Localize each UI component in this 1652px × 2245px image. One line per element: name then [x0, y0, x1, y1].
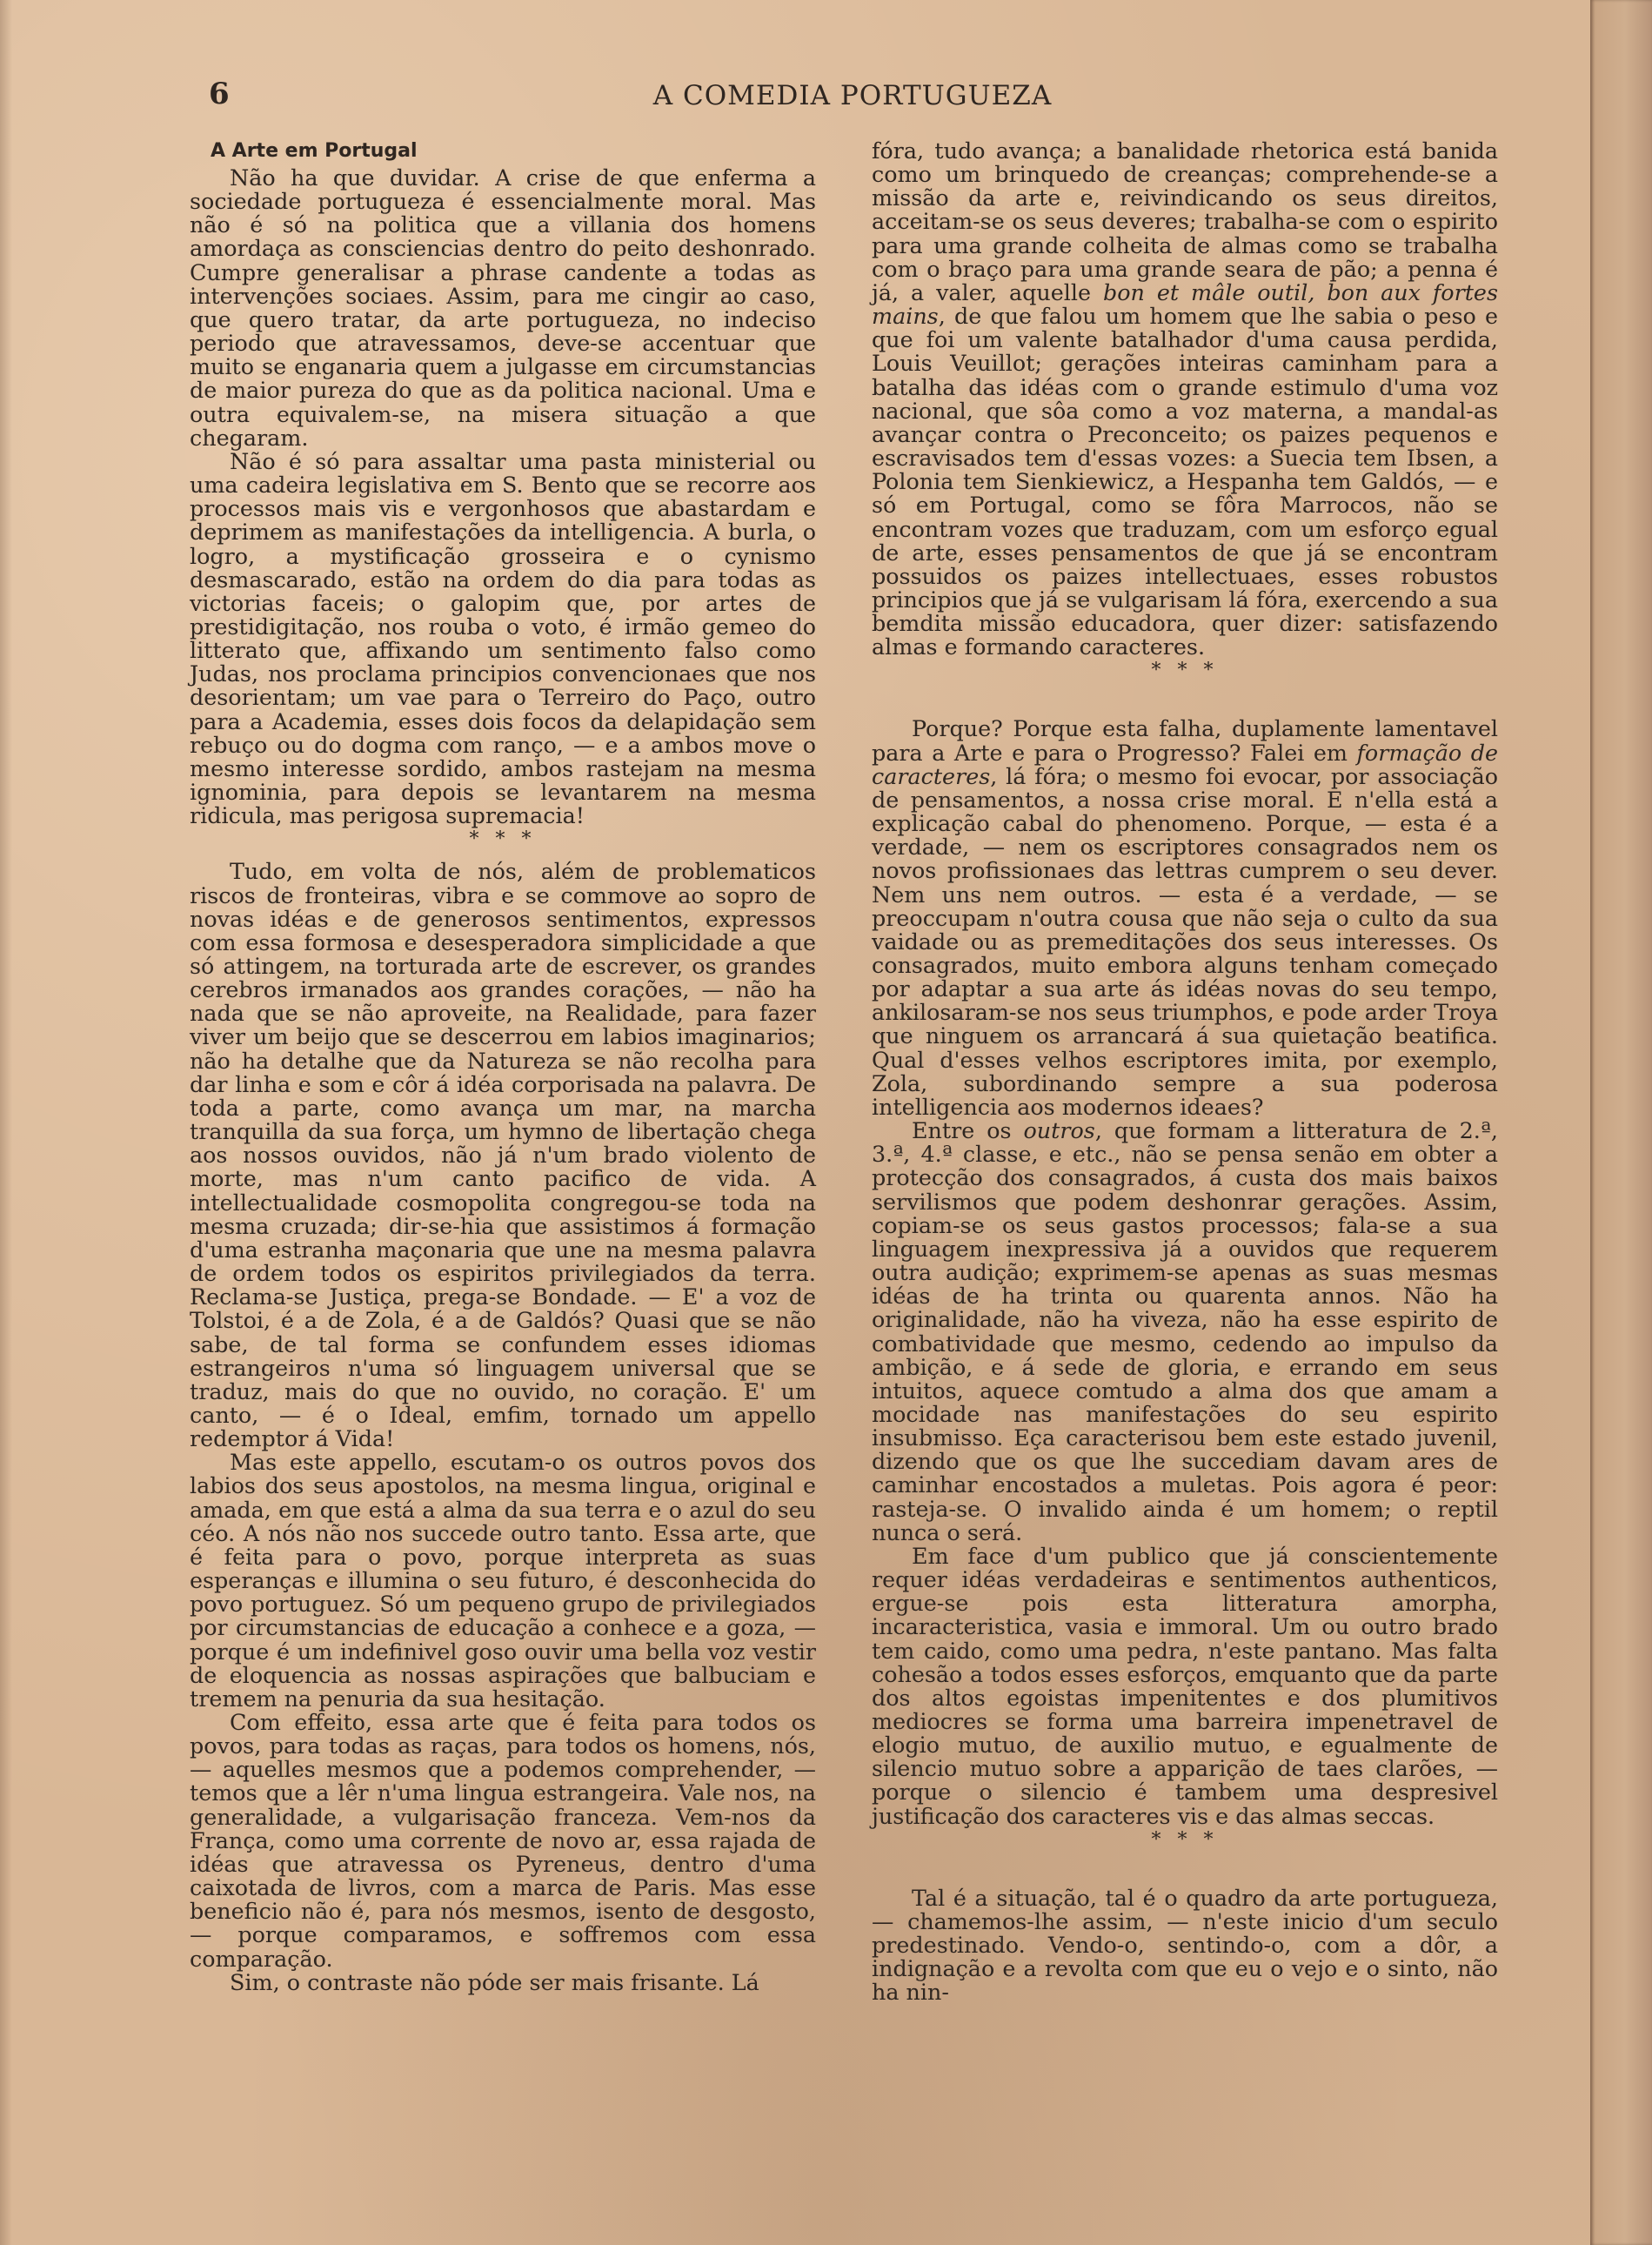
right-column	[872, 139, 1498, 2005]
paragraph: Entre os outros, que formam a litteratura de 2.ª, 3.ª, 4.ª classe, e etc., não se pensa senão em obter a protecção dos consagrados, á custa dos mais baixos servilismos que podem deshonrar gerações. Assim, copiam-se os seus gastos processos; fala-se a sua linguagem inexpressiva já a ouvidos que requerem outra audição; exprimem-se apenas as suas mesmas idéas de ha trinta ou quarenta annos. Não ha originalidade, não ha viveza, não ha esse espirito de combatividade que mesmo, cedendo ao impulso da ambição, e á sede de gloria, e errando em seus intuitos, aquece comtudo a alma dos que amam a mocidade nas manifestações do seu espirito insubmisso. Eça caracterisou bem este estado juvenil, dizendo que os que lhe succediam davam ares de caminhar encostados a muletas. Pois agora é peor: rasteja-se. O invalido ainda é um homem; o reptil nunca o será.	[872, 1117, 1498, 1545]
section-separator: * * *	[1151, 1828, 1219, 1851]
page-fold-edge	[1590, 0, 1652, 2245]
paragraph: fóra, tudo avança; a banalidade rhetorica está banida como um brinquedo de creanças; comprehende-se a missão da arte e, reivindicando os seus direitos, acceitam-se os seus deveres; trabalha-se com o espirito para uma grande colheita de almas como se trabalha com o braço para uma grande seara de pão; a penna é já, a valer, aquelle bon et mâle outil, bon aux fortes mains, de que falou um homem que lhe sabia o peso e que foi um valente batalhador d'uma causa perdida, Louis Veuillot; gerações inteiras caminham para a batalha das idéas com o grande estimulo d'uma voz nacional, que sôa como a voz materna, a mandal-as avançar contra o Preconceito; os paizes pequenos e escravisados tem d'essas vozes: a Suecia tem Ibsen, a Polonia tem Sienkiewicz, a Hespanha tem Galdós, — e só em Portugal, como se fôra Marrocos, não se encontram vozes que traduzam, com um esforço egual de arte, esses pensamentos de que já se encontram possuidos os paizes intellectuaes, esses robustos principios que já se vulgarisam lá fóra, exercendo a sua bemdita missão educadora, quer dizer: satisfazendo almas e formando caracteres.	[872, 137, 1498, 660]
italic-phrase: formação de caracteres	[872, 739, 1499, 789]
paragraph: Com effeito, essa arte que é feita para todos os povos, para todas as raças, para todos os homens, nós, — aquelles mesmos que a podemos comprehender, — temos que a lêr n'uma lingua estrangeira. Vale nos, na generalidade, a vulgarisação franceza. Vem-nos da França, como uma corrente de novo ar, essa rajada de idéas que atravessa os Pyreneus, dentro d'uma caixotada de livros, com a marca de Paris. Mas esse beneficio não é, para nós mesmos, isento de desgosto, — porque comparamos, e soffremos com essa comparação.	[190, 1709, 816, 1972]
paragraph: Não ha que duvidar. A crise de que enferma a sociedade portugueza é essencialmente moral. Mas não é só na politica que a villania dos homens amordaça as consciencias dentro do peito deshonrado. Cumpre generalisar a phrase candente a todas as intervenções sociaes. Assim, para me cingir ao caso, que quero tratar, da arte portugueza, no indeciso periodo que atravessamos, deve-se accentuar que muito se enganaria quem a julgasse em circumstancias de maior pureza do que as da politica nacional. Uma e outra equivalem-se, na misera situação a que chegaram.	[190, 164, 816, 451]
page-left-edge	[0, 0, 12, 2245]
paragraph: Sim, o contraste não póde ser mais frisante. Lá	[230, 1968, 759, 1995]
left-column	[190, 139, 816, 1994]
section-separator: * * *	[1151, 660, 1219, 682]
paragraph: Porque? Porque esta falha, duplamente lamentavel para a Arte e para o Progresso? Falei em formação de caracteres, lá fóra; o mesmo foi evocar, por associação de pensamentos, a nossa crise moral. E n'ella está a explicação cabal do phenomeno. Porque, — esta é a verdade, — nem os escriptores consagrados nem os novos profissionaes das lettras cumprem o seu dever. Nem uns nem outros. — esta é a verdade, — se preoccupam n'outra cousa que não seja o culto da sua vaidade ou as premeditações dos seus interesses. Os consagrados, muito embora alguns tenham começado por adaptar a sua arte ás idéas novas do seu tempo, ankilosaram-se nos seus triumphos, e pode arder Troya que ninguem os arrancará á sua quietação beatifica. Qual d'esses velhos escriptores imita, por exemplo, Zola, subordinando sempre a sua poderosa intelligencia aos modernos ideaes?	[872, 715, 1499, 1120]
paragraph: Tal é a situação, tal é o quadro da arte portugueza, — chamemos-lhe assim, — n'este inicio d'um seculo predestinado. Vendo-o, sentindo-o, com a dôr, a indignação e a revolta com que eu o vejo e o sinto, não ha nin-	[872, 1884, 1498, 2006]
page-number: 6	[209, 77, 230, 111]
italic-phrase: outros	[1023, 1117, 1095, 1144]
paragraph: Não é só para assaltar uma pasta ministerial ou uma cadeira legislativa em S. Bento que se recorre aos processos mais vis e vergonhosos que abastardam e deprimem as manifestações da intelligencia. A burla, o logro, a mystificação grosseira e o cynismo desmascarado, estão na ordem do dia para todas as victorias faceis; o galopim que, por artes de prestidigitação, nos rouba o voto, é irmão gemeo do litterato que, affixando um sentimento falso como Judas, nos proclama principios convencionaes que nos desorientam; um vae para o Terreiro do Paço, outro para a Academia, esses dois focos da delapidação sem rebuço ou do dogma com ranço, — e a ambos move o mesmo interesse sordido, ambos rastejam na mesma ignominia, para depois se levantarem na mesma ridicula, mas perigosa supremacia!	[190, 447, 816, 829]
section-separator: * * *	[469, 828, 537, 851]
paragraph: Em face d'um publico que já conscientemente requer idéas verdadeiras e sentimentos authenticos, ergue-se pois esta litteratura amorpha, incaracteristica, vasia e immoral. Um ou outro brado tem caido, como uma pedra, n'este pantano. Mas falta cohesão a todos esses esforços, emquanto que da parte dos altos egoistas impenitentes e dos plumitivos mediocres se forma uma barreira impenetravel de elogio mutuo, de auxilio mutuo, e egualmente de silencio mutuo sobre a apparição de taes clarões, — porque o silencio é tambem uma despresivel justificação dos caracteres vis e das almas seccas.	[872, 1542, 1498, 1829]
running-title: A COMEDIA PORTUGUEZA	[652, 80, 1053, 111]
paragraph: Mas este appello, escutam-o os outros povos dos labios dos seus apostolos, na mesma lingua, original e amada, em que está a alma da sua terra e o azul do seu céo. A nós não nos succede outro tanto. Essa arte, que é feita para o povo, porque interpreta as suas esperanças e illumina o seu futuro, é desconhecida do povo portuguez. Só um pequeno grupo de privilegiados por circumstancias de educação a conhece e a goza, — porque é um indefinivel goso ouvir uma bella voz vestir de eloquencia as nossas aspirações que balbuciam e tremem na penuria da sua hesitação.	[190, 1449, 816, 1712]
page-header	[209, 77, 1496, 120]
paragraph: Tudo, em volta de nós, além de problematicos riscos de fronteiras, vibra e se commove ao sopro de novas idéas e de generosos sentimentos, expressos com essa formosa e desesperadora simplicidade a que só attingem, na torturada arte de escrever, os grandes cerebros irmanados aos grandes corações, — não ha nada que se não aproveite, na Realidade, para fazer viver um beijo que se descerrou em labios imaginarios; não ha detalhe que da Natureza se não recolha para dar linha e som e côr á idéa corporisada na palavra. De toda a parte, como avança um mar, na marcha tranquilla da sua força, um hymno de libertação chega aos nossos ouvidos, não já n'um brado violento de morte, mas n'um canto pacifico de vida. A intellectualidade cosmopolita congregou-se toda na mesma cruzada; dir-se-hia que assistimos á formação d'uma estranha maçonaria que une na mesma palavra de ordem todos os espiritos privilegiados da terra. Reclama-se Justiça, prega-se Bondade. — E' a voz de Tolstoi, é a de Zola, é a de Galdós? Quasi que se não sabe, de tal forma se confundem esses idiomas estrangeiros n'uma só linguagem universal que se traduz, mais do que no ouvido, no coração. E' um canto, — é o Ideal, emfim, tornado um appello redemptor á Vida!	[190, 858, 816, 1452]
section-title: A Arte em Portugal	[211, 140, 418, 162]
italic-phrase: bon et mâle outil, bon aux fortes mains	[872, 278, 1498, 330]
